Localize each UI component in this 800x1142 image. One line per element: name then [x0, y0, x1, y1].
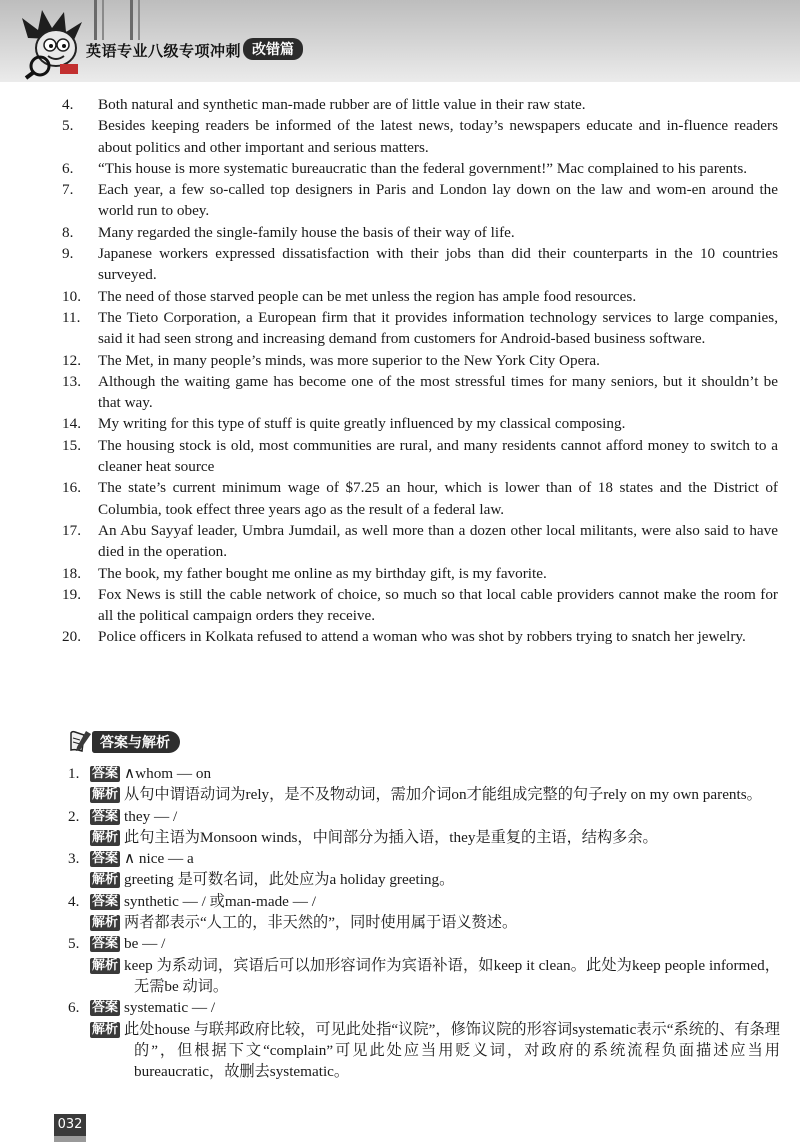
question-item	[62, 520, 778, 563]
answer-tag: 答案	[92, 1000, 119, 1016]
analysis-row	[68, 784, 780, 805]
answers-heading-label: 答案与解析	[92, 731, 180, 753]
question-item	[62, 222, 778, 243]
question-text: The need of those starved people can be met unless the region has ample food resources.	[98, 287, 637, 305]
answer-tag: 答案	[92, 936, 119, 952]
answer-item	[68, 933, 780, 997]
answer-row	[68, 997, 780, 1018]
question-text: Many regarded the single-family house the basis of their way of life.	[98, 223, 515, 241]
answer-item	[68, 763, 780, 806]
answer-number: 6.	[68, 999, 80, 1017]
question-text: The state’s current minimum wage of $7.25 an hour, which is lower than of 18 states and the District of Columbia, took effect three years ago as the result of a federal law.	[98, 479, 778, 518]
answer-row	[68, 891, 780, 912]
question-item	[62, 350, 778, 371]
question-item	[62, 243, 778, 286]
answer-row	[68, 933, 780, 954]
question-number: 14.	[62, 415, 81, 433]
question-text: The housing stock is old, most communities are rural, and many residents cannot afford money to switch to a cleaner heat source	[98, 436, 778, 476]
analysis-text: greeting 是可数名词，此处应为a holiday greeting。	[124, 871, 455, 889]
question-number: 4.	[62, 96, 74, 113]
answer-number: 2.	[68, 807, 80, 825]
pencil-note-icon	[68, 729, 94, 753]
question-number: 17.	[62, 521, 81, 539]
analysis-row	[68, 955, 780, 998]
section-badge: 改错篇	[243, 38, 303, 60]
question-item	[62, 413, 778, 434]
question-text: The Met, in many people’s minds, was more superior to the New York City Opera.	[98, 351, 600, 369]
question-number: 19.	[62, 585, 81, 603]
analysis-tag: 解析	[92, 787, 119, 803]
question-number: 8.	[62, 223, 74, 241]
answer-item	[68, 806, 780, 849]
analysis-text: 从句中谓语动词为rely，是不及物动词，需加介词on才能组成完整的句子rely on my own parents。	[124, 786, 762, 804]
answer-number: 3.	[68, 850, 80, 868]
page-header	[0, 0, 800, 82]
question-number: 12.	[62, 351, 81, 369]
question-number: 9.	[62, 245, 74, 263]
question-number: 11.	[62, 308, 81, 326]
answer-tag: 答案	[92, 808, 119, 824]
analysis-text: 此处house 与联邦政府比较，可见此处指“议院”，修饰议院的形容词systematic表示“系统的、有条理的”，但根据下文“complain”可见此处应当用贬义词，对政府的系统流程负面描述应当用bureaucratic，故删去systematic。	[124, 1020, 780, 1081]
question-text: An Abu Sayyaf leader, Umbra Jumdail, as well more than a dozen other local militants, were also said to have died in the operation.	[98, 521, 778, 561]
question-item	[62, 115, 778, 158]
question-text: Besides keeping readers be informed of the latest news, today’s newspapers educate and in-fluence readers about politics and other important and serious matters.	[98, 117, 778, 156]
question-item	[62, 158, 778, 179]
question-text: Although the waiting game has become one of the most stressful times for many seniors, but it shouldn’t be that way.	[98, 372, 778, 412]
analysis-tag: 解析	[92, 872, 119, 888]
question-text: The Tieto Corporation, a European firm that it provides information technology services to large companies, said it had seen strong and increasing demand from customers for Android-based business software.	[98, 308, 778, 348]
question-text: My writing for this type of stuff is quite greatly influenced by my classical composing.	[98, 415, 626, 433]
answer-text: they — /	[124, 807, 178, 825]
question-number: 5.	[62, 117, 74, 135]
analysis-row	[68, 869, 780, 890]
analysis-text: keep 为系动词，宾语后可以加形容词作为宾语补语，如keep it clean。此处为keep people informed，无需be 动词。	[124, 956, 780, 995]
answer-item	[68, 848, 780, 891]
header-decoration	[90, 0, 150, 40]
analysis-text: 此句主语为Monsoon winds，中间部分为插入语，they是重复的主语，结构多余。	[124, 828, 658, 846]
question-number: 16.	[62, 479, 81, 497]
question-text: Fox News is still the cable network of choice, so much so that local cable providers cannot make the room for all the political campaign orders they receive.	[98, 585, 778, 625]
question-number: 13.	[62, 372, 81, 390]
answer-text: be — /	[124, 935, 166, 953]
question-number: 7.	[62, 181, 74, 199]
page-footer-bar	[54, 1136, 86, 1142]
question-text: Each year, a few so-called top designers in Paris and London lay down on the law and wom-en around the world run to obey.	[98, 181, 778, 220]
question-item	[62, 179, 778, 222]
question-text: Japanese workers expressed dissatisfaction with their jobs than did their counterparts in the 10 countries surveyed.	[98, 245, 778, 284]
question-item	[62, 286, 778, 307]
answer-text: systematic — /	[124, 999, 216, 1017]
answer-text: ∧ nice — a	[124, 850, 194, 868]
question-number: 6.	[62, 159, 74, 177]
answer-tag: 答案	[92, 851, 119, 867]
answer-number: 5.	[68, 935, 80, 953]
mascot-icon	[20, 8, 90, 80]
question-list	[62, 94, 778, 648]
answer-item	[68, 997, 780, 1082]
question-item	[62, 94, 778, 115]
analysis-row	[68, 912, 780, 933]
question-item	[62, 563, 778, 584]
answer-tag: 答案	[92, 893, 119, 909]
question-number: 10.	[62, 287, 81, 305]
question-item	[62, 626, 778, 647]
question-text: The book, my father bought me online as my birthday gift, is my favorite.	[98, 564, 547, 582]
answer-text: synthetic — / 或man-made — /	[124, 892, 316, 910]
answer-tag: 答案	[92, 766, 119, 781]
question-item	[62, 584, 778, 627]
answer-item	[68, 891, 780, 934]
answer-row	[68, 763, 780, 784]
question-number: 20.	[62, 628, 81, 646]
page-number: 032	[54, 1114, 86, 1136]
answer-row	[68, 848, 780, 869]
question-number: 18.	[62, 564, 81, 582]
answer-row	[68, 806, 780, 827]
analysis-row	[68, 827, 780, 848]
book-title: 英语专业八级专项冲刺	[86, 42, 242, 60]
analysis-row	[68, 1019, 780, 1083]
question-item	[62, 477, 778, 520]
analysis-tag: 解析	[92, 915, 119, 931]
answer-number: 1.	[68, 765, 80, 782]
analysis-tag: 解析	[92, 829, 119, 845]
question-text: “This house is more systematic bureaucratic than the federal government!” Mac complained to his parents.	[98, 159, 748, 177]
question-text: Police officers in Kolkata refused to attend a woman who was shot by robbers trying to snatch her jewelry.	[98, 628, 746, 646]
answer-list	[68, 763, 780, 1082]
analysis-text: 两者都表示“人工的，非天然的”，同时使用属于语义赘述。	[124, 914, 518, 932]
answer-text: ∧whom — on	[124, 765, 212, 782]
question-item	[62, 371, 778, 414]
question-text: Both natural and synthetic man-made rubber are of little value in their raw state.	[98, 96, 586, 113]
analysis-tag: 解析	[92, 1021, 119, 1037]
question-number: 15.	[62, 436, 81, 454]
answer-number: 4.	[68, 892, 80, 910]
analysis-tag: 解析	[92, 957, 119, 973]
question-item	[62, 435, 778, 478]
question-item	[62, 307, 778, 350]
